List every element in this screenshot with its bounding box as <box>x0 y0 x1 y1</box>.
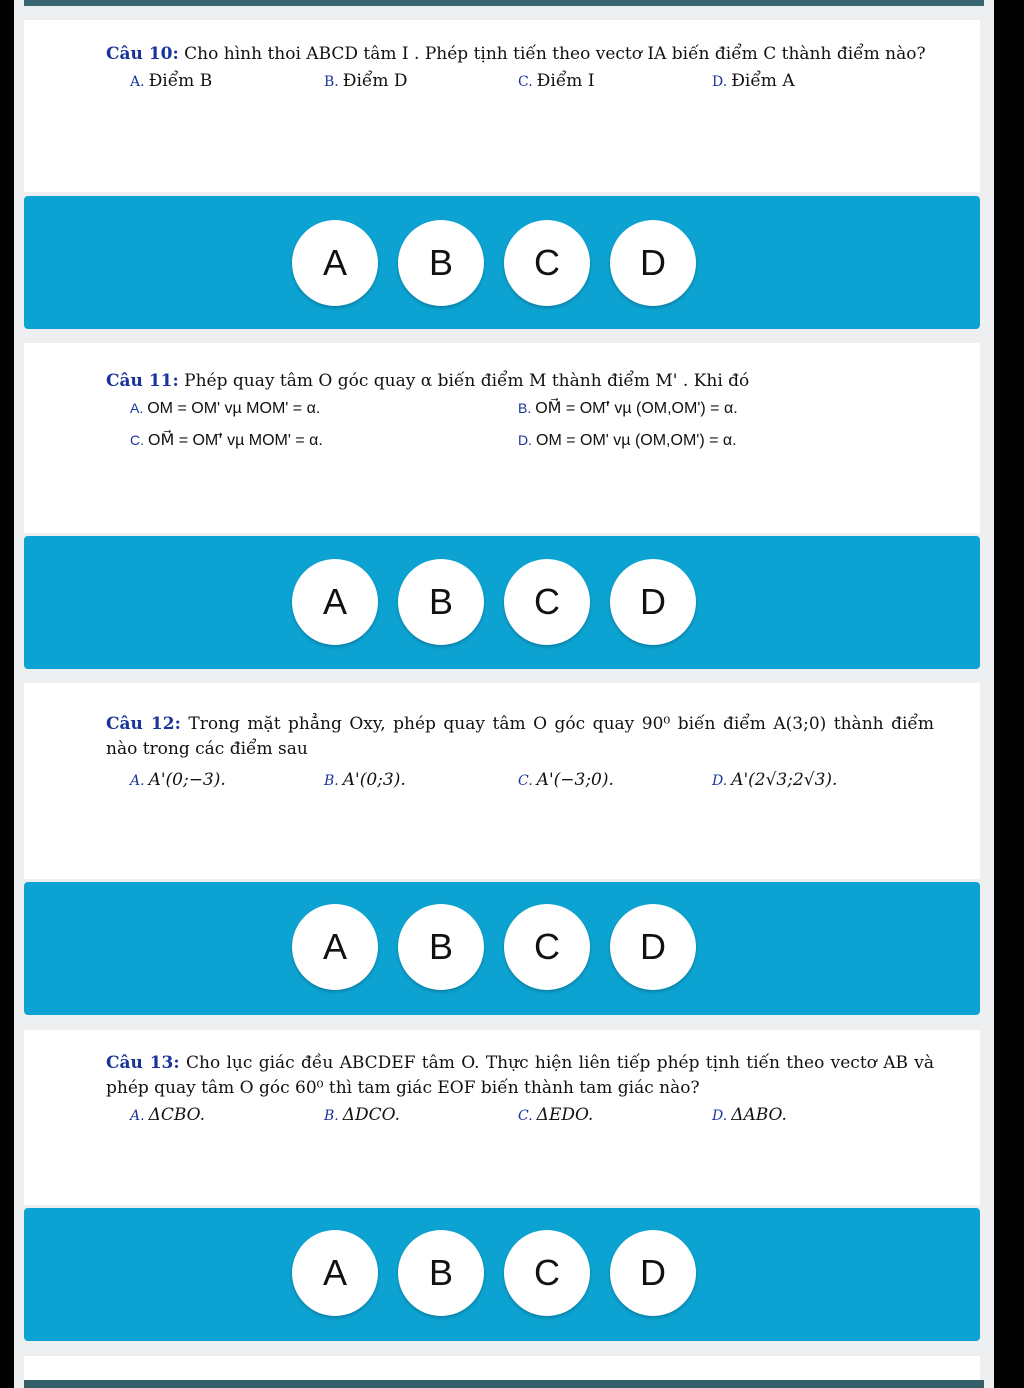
answer-a-button[interactable]: A <box>292 1230 378 1316</box>
answer-c-button[interactable]: C <box>504 220 590 306</box>
option-d: D. A'(2√3;2√3). <box>712 770 838 790</box>
top-bar <box>24 0 984 6</box>
question-11 <box>106 369 934 458</box>
option-b: B. OM⃗ = OM'⃗ vµ (OM,OM') = α. <box>518 400 738 417</box>
option-c: C. ΔEDO. <box>518 1105 594 1125</box>
option-a: A. A'(0;−3). <box>130 770 226 790</box>
option-d: D. ΔABO. <box>712 1105 787 1125</box>
answer-d-button[interactable]: D <box>610 904 696 990</box>
answer-d-button[interactable]: D <box>610 1230 696 1316</box>
option-b: B. A'(0;3). <box>324 770 406 790</box>
question-12-options <box>106 768 934 798</box>
option-c: C. OM⃗ = OM'⃗ vµ MOM' = α. <box>130 432 323 449</box>
answer-panel-12 <box>24 882 980 1015</box>
option-d: D. OM = OM' vµ (OM,OM') = α. <box>518 432 737 449</box>
question-10-stem: Câu 10: Cho hình thoi ABCD tâm I . Phép tịnh tiến theo vectơ IA biến điểm C thành điểm nào? <box>106 44 926 64</box>
question-10-options <box>106 69 934 99</box>
question-12 <box>106 712 934 798</box>
answer-panel-11 <box>24 536 980 669</box>
option-b: B. Điểm D <box>324 71 408 91</box>
answer-panel-13 <box>24 1208 980 1341</box>
answer-c-button[interactable]: C <box>504 904 590 990</box>
option-c: C. Điểm I <box>518 71 595 91</box>
answer-b-button[interactable]: B <box>398 1230 484 1316</box>
option-a: A. OM = OM' vµ MOM' = α. <box>130 400 321 417</box>
question-11-options-row-1 <box>106 396 934 426</box>
option-d: D. Điểm A <box>712 71 795 91</box>
option-b: B. ΔDCO. <box>324 1105 401 1125</box>
question-11-stem: Câu 11: Phép quay tâm O góc quay α biến điểm M thành điểm M' . Khi đó <box>106 371 750 391</box>
answer-c-button[interactable]: C <box>504 1230 590 1316</box>
answer-a-button[interactable]: A <box>292 220 378 306</box>
answer-b-button[interactable]: B <box>398 220 484 306</box>
answer-panel-10 <box>24 196 980 329</box>
answer-d-button[interactable]: D <box>610 220 696 306</box>
answer-a-button[interactable]: A <box>292 904 378 990</box>
answer-c-button[interactable]: C <box>504 559 590 645</box>
question-12-stem: Câu 12: Trong mặt phẳng Oxy, phép quay tâm O góc quay 90⁰ biến điểm A(3;0) thành điểm nào trong các điểm sau <box>106 714 934 759</box>
option-c: C. A'(−3;0). <box>518 770 614 790</box>
answer-a-button[interactable]: A <box>292 559 378 645</box>
question-13-options <box>106 1103 934 1133</box>
bottom-bar <box>24 1380 984 1388</box>
next-question-card <box>24 1356 980 1380</box>
question-10 <box>106 42 934 99</box>
quiz-frame <box>14 0 994 1388</box>
answer-d-button[interactable]: D <box>610 559 696 645</box>
option-a: A. ΔCBO. <box>130 1105 205 1125</box>
answer-b-button[interactable]: B <box>398 904 484 990</box>
question-13-stem: Câu 13: Cho lục giác đều ABCDEF tâm O. Thực hiện liên tiếp phép tịnh tiến theo vectơ AB và phép quay tâm O góc 60⁰ thì tam giác EOF biến thành tam giác nào? <box>106 1053 935 1098</box>
option-a: A. Điểm B <box>130 71 213 91</box>
answer-b-button[interactable]: B <box>398 559 484 645</box>
question-11-options-row-2 <box>106 428 934 458</box>
question-13 <box>106 1051 934 1133</box>
